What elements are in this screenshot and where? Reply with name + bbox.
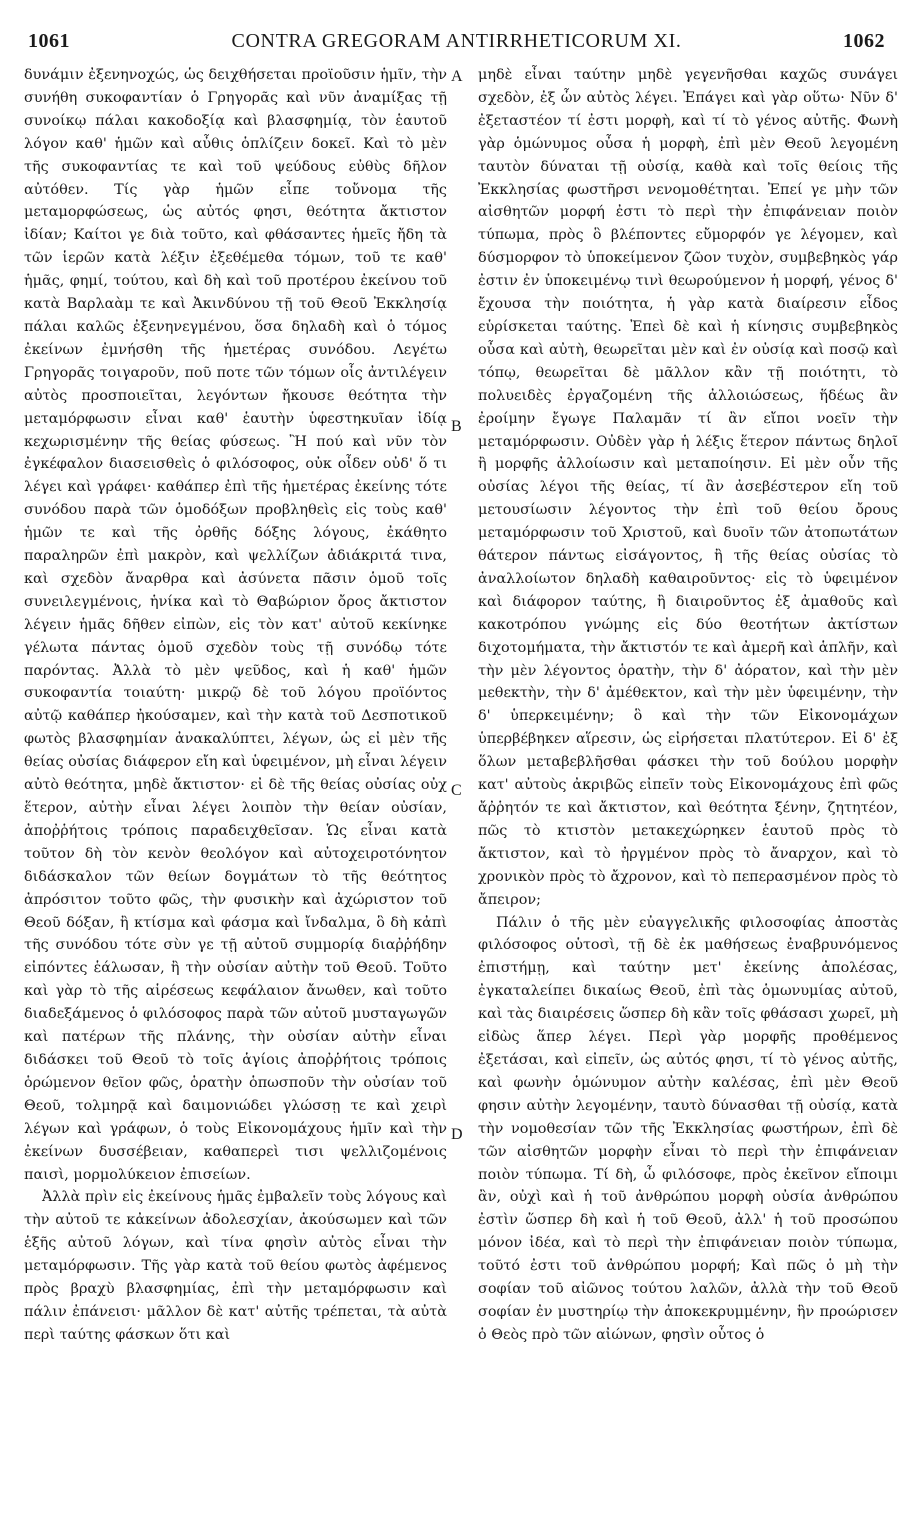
margin-marker-d: D [451,1126,463,1143]
margin-marker-a: A [451,68,463,85]
right-page-number: 1062 [843,30,885,52]
left-page-number: 1061 [28,30,70,52]
right-column [478,64,898,1532]
margin-marker-c: C [451,782,462,799]
left-paragraph-2: Ἀλλὰ πρὶν εἰς ἐκείνους ἡμᾶς ἐμβαλεῖν τοὺς λόγους καὶ τὴν αὐτοῦ τε κἀκείνων ἀδολεσχίαν, ἀκούσωμεν καὶ τῶν ἑξῆς αὐτοῦ λόγων, καὶ τίνα φησὶν αὐτὸς εἶναι τὴν μεταμόρφωσιν. Τῆς γὰρ κατὰ τοῦ θείου φωτὸς ἀφέμενος πρὸς βραχὺ βλασφημίας, ἐπὶ τὴν μεταμόρφωσιν καὶ πάλιν ἐπάνεισι· μᾶλλον δὲ κατ' αὐτῆς τρέπεται, τὰ αὐτὰ περὶ ταύτης φάσκων ὅτι καὶ [24,1189,447,1343]
right-paragraph-1: μηδὲ εἶναι ταύτην μηδὲ γεγενῆσθαι καχῶς συνάγει σχεδὸν, ἐξ ὧν αὐτὸς λέγει. Ἐπάγει καὶ γὰρ οὕτω· Νῦν δ' ἐξεταστέον τί ἐστι μορφὴ, καὶ τί τὸ γένος αὐτῆς. Φωνὴ γὰρ ὁμώνυμος οὖσα ἡ μορφὴ, ἐπὶ μὲν Θεοῦ λεγομένη ταυτὸν δύναται τῇ οὐσίᾳ, καθὰ καὶ τοῖς θείοις τῆς Ἐκκλησίας φωστῆρσι νενομοθέτηται. Ἐπεί γε μὴν τῶν αἰσθητῶν μορφή ἐστι τὸ περὶ τὴν ἐπιφάνειαν ποιὸν τύπωμα, πρὸς ὃ βλέποντες εὔμορφόν γε λέγομεν, καὶ δύσμορφον τὸ ὑποκείμενον ζῶον τυχὸν, συμβεβηκὸς γάρ ἐστιν ἐν ὑποκειμένῳ τινὶ θεωρούμενον ἡ μορφή, γένος δ' ἔχουσα τὴν ποιότητα, ἡ γὰρ κατὰ διαίρεσιν εἶδος εὑρίσκεται ταύτης. Ἐπεὶ δὲ καὶ ἡ κίνησις συμβεβηκὸς οὖσα καὶ αὐτὴ, θεωρεῖται μὲν καὶ ἐν οὐσίᾳ καὶ ποσῷ καὶ τόπῳ, θεωρεῖται δὲ μᾶλλον κἂν τῇ ποιότητι, τὸ πολυειδὲς ἐργαζομένη τῆς ἀλλοιώσεως, ἥδέως ἂν ἐροίμην ἔγωγε Παλαμᾶν τί ἂν εἴποι νοεῖν τὴν μεταμόρφωσιν. Οὐδὲν γὰρ ἡ λέξις ἕτερον πάντως δηλοῖ ἢ μορφῆς ἀλλοίωσιν καὶ μεταποίησιν. Εἰ μὲν οὖν τῆς οὐσίας λέγοι τῆς θείας, τί ἂν ἀσεβέστερον εἴη τοῦ μετουσίωσιν λέγοντος τὴν ἐπὶ τοῦ θείου ὄρους μεταμόρφωσιν τοῦ Χριστοῦ, καὶ δυοῖν τῶν ἀτοπωτάτων θάτερον πάντως εἰσάγοντος, ἢ τῆς θείας οὐσίας τὸ ἀναλλοίωτον δηλαδὴ καθαιροῦντος· εἰς τὸ ὑφειμένον καὶ διάφορον ταύτης, ἢ διαιροῦντος ἐξ ἀμαθοῦς καὶ κακοτρόπου γνώμης εἰς δύο θεοτήτων ἀκτίστων διχοτομήματα, τὴν ἄκτιστόν τε καὶ ἀμερῆ καὶ ἁπλῆν, καὶ τὴν μὲν λέγοντος ὁρατὴν, τὴν δ' ἀόρατον, καὶ τὴν μὲν μεθεκτὴν, τὴν δ' ἀμέθεκτον, καὶ τὴν μὲν ὑφειμένην, τὴν δ' ὑπερκειμένην; ὃ καὶ τὴν τῶν Εἰκονομάχων ὑπερβέβηκεν αἵρεσιν, ὡς εἰρήσεται πλατύτερον. Εἰ δ' ἐξ ὅλων μεταβεβλῆσθαι φάσκει τὴν τοῦ δούλου μορφὴν κατ' αὐτοὺς ἀκριβῶς εἰπεῖν τοὺς Εἰκονομάχους ἐπὶ φῶς ἄῤῥητόν τε καὶ ἄκτιστον, καὶ θεότητα ξένην, ζητητέον, πῶς τὸ κτιστὸν μετακεχώρηκεν ἑαυτοῦ πρὸς τὸ ἄκτιστον, καὶ τὸ ἠργμένον πρὸς τὸ ἄναρχον, καὶ τὸ χρονικὸν πρὸς τὸ ἄχρονον, καὶ τὸ πεπερασμένον πρὸς τὸ ἄπειρον; [478,67,898,908]
right-paragraph-2: Πάλιν ὁ τῆς μὲν εὐαγγελικῆς φιλοσοφίας ἀποστὰς φιλόσοφος οὑτοσὶ, τῇ δὲ ἐκ μαθήσεως ἐναβρυνόμενος ἐπιστήμῃ, καὶ ταύτην μετ' ἐκείνης ἀπολέσας, ἐγκαταλείπει δικαίως Θεοῦ, ἐπὶ τὰς ὁμωνυμίας αὐτοῦ, καὶ τὰς διαιρέσεις ὥσπερ δὴ κἂν τοῖς φθάσασι χωρεῖ, μὴ εἰδὼς ἅπερ λέγει. Περὶ γὰρ μορφῆς προθέμενος ἐξετάσαι, καὶ εἰπεῖν, ὡς αὐτός φησι, τί τὸ γένος αὐτῆς, καὶ φωνὴν ὁμώνυμον αὐτὴν καλέσας, ἐπὶ μὲν Θεοῦ φησιν αὐτὴν λεγομένην, ταυτὸ δύνασθαι τῇ οὐσίᾳ, κατὰ τὴν νομοθεσίαν τῶν τῆς Ἐκκλησίας φωστήρων, ἐπὶ δὲ τῶν αἰσθητῶν μορφὴν εἶναι τὸ περὶ τὴν ἐπιφάνειαν ποιὸν τύπωμα. Τί δὴ, ὦ φιλόσοφε, πρὸς ἐκεῖνον εἴποιμι ἂν, οὐχὶ καὶ ἡ τοῦ ἀνθρώπου μορφὴ οὐσία ἀνθρώπου ἐστὶν ὥσπερ δὴ καὶ ἡ τοῦ Θεοῦ, ἀλλ' ἡ τοῦ προσώπου μόνον ἰδέα, καὶ τὸ περὶ τὴν ἐπιφάνειαν ποιὸν τύπωμα, τοῦτό ἐστι τοῦ ἀνθρώπου μορφή; Καὶ πῶς ὁ μὴ τὴν σοφίαν τοῦ αἰῶνος τούτου λαλῶν, ἀλλὰ τὴν τοῦ Θεοῦ σοφίαν ἐν μυστηρίῳ τὴν ἀποκεκρυμμένην, ἣν προώρισεν ὁ Θεὸς πρὸ τῶν αἰώνων, φησὶν οὗτος ὁ [478,914,898,1343]
left-paragraph-1: δυνάμιν ἐξενηνοχώς, ὡς δειχθήσεται προϊοῦσιν ἡμῖν, τὴν συνήθη συκοφαντίαν ὁ Γρηγορᾶς καὶ νῦν ἀναμίξας τῇ συνοίκῳ πάλαι κακοδοξίᾳ καὶ βλασφημίᾳ, τὸν ἑαυτοῦ λόγον καθ' ἡμῶν καὶ αὖθις ὁπλίζειν δοκεῖ. Καὶ τὸ μὲν τῆς συκοφαντίας τε καὶ τοῦ ψεύδους εὐθὺς δῆλον αὐτόθεν. Τίς γὰρ ἡμῶν εἶπε τοὔνομα τῆς μεταμορφώσεως, ὡς αὐτός φησι, θεότητα ἄκτιστον ἰδίαν; Καίτοι γε διὰ τοῦτο, καὶ φθάσαντες ἡμεῖς ἤδη τὰ τῶν ἱερῶν κατὰ λέξιν ἐξεθέμεθα τόμων, τοῦ τε καθ' ἡμᾶς, φημί, τούτου, καὶ δὴ καὶ τοῦ προτέρου ἐκείνου τοῦ κατὰ Βαρλαὰμ τε καὶ Ἀκινδύνου τῇ τοῦ Θεοῦ Ἐκκλησίᾳ πάλαι καλῶς ἐξενηνεγμένου, ὅσα δηλαδὴ καὶ ὁ τόμος ἐκείνων ἐμνήσθη τῆς ἡμετέρας συνόδου. Λεγέτω Γρηγορᾶς τοιγαροῦν, ποῦ ποτε τῶν τόμων οἷς ἀντιλέγειν αὐτὸς προσποιεῖται, λεγόντων ἤκουσε θεότητα τὴν μεταμόρφωσιν εἶναι καθ' ἑαυτὴν ὑφεστηκυῖαν ἰδίᾳ κεχωρισμένην τῆς θείας φύσεως. Ἢ πού καὶ νῦν τὸν ἐγκέφαλον διασεισθεὶς ὁ φιλόσοφος, οὐκ οἶδεν οὐδ' ὅ τι λέγει καὶ γράφει· καθάπερ ἐπὶ τῆς ἡμετέρας ἐκείνης τότε συνόδου παρὰ τῶν ὁμοδόξων προβληθεὶς εἰς τοὺς καθ' ἡμῶν τε καὶ τῆς ὀρθῆς δόξης λόγους, ἐκάθητο παραληρῶν ἐπὶ μακρὸν, καὶ ψελλίζων ἀδιάκριτά τινα, καὶ σχεδὸν ἄναρθρα καὶ ἀσύνετα πᾶσιν ὁμοῦ τοῖς συνειλεγμένοις, ἡνίκα καὶ τὸ Θαβώριον ὄρος ἄκτιστον λέγειν ἡμᾶς δῆθεν εἰπὼν, εἰς τὸν κατ' αὐτοῦ κεκίνηκε γέλωτα πάντας ὁμοῦ σχεδὸν τοὺς τῇ συνόδῳ τότε παρόντας. Ἀλλὰ τὸ μὲν ψεῦδος, καὶ ἡ καθ' ἡμῶν συκοφαντία τοιαύτη· μικρῷ δὲ τοῦ λόγου προϊόντος αὐτῷ καθάπερ ἠκούσαμεν, καὶ τὴν κατὰ τοῦ Δεσποτικοῦ φωτὸς βλασφημίαν ἀνακαλύπτει, λέγων, ὡς εἰ μὲν τῆς θείας οὐσίας διάφερον εἴη καὶ ὑφειμένον, μὴ εἶναι λέγειν αὐτὸ θεότητα, μηδὲ ἄκτιστον· εἰ δὲ τῆς θείας οὐσίας οὐχ ἕτερον, αὐτὴν εἶναι λέγει λοιπὸν τὴν θείαν οὐσίαν, ἀποῤῥήτοις τρόποις παραδειχθεῖσαν. Ὡς εἶναι κατὰ τοῦτον δὴ τὸν κενὸν θεολόγον καὶ αὐτοχειροτόνητον διδάσκαλον τῶν θείων δογμάτων τὸ τῆς θεότητος ἀπρόσιτον τοῦτο φῶς, τὴν φυσικὴν καὶ ἀχώριστον τοῦ Θεοῦ δόξαν, ἢ κτίσμα καὶ φάσμα καὶ ἴνδαλμα, ὃ δὴ κἀπὶ τῆς συνόδου τότε σὺν γε τῇ αὐτοῦ συμμορίᾳ διαῤῥήδην εἰπόντες ἑάλωσαν, ἢ τὴν οὐσίαν αὐτὴν τοῦ Θεοῦ. Τοῦτο καὶ γὰρ τὸ τῆς αἱρέσεως κεφάλαιον ἄνωθεν, καὶ τοῦτο διαδεξάμενος ὁ φιλόσοφος παρὰ τῶν αὐτοῦ μυσταγωγῶν καὶ πατέρων τῆς πλάνης, τὴν οὐσίαν αὐτὴν εἶναι διδάσκει τοῦ Θεοῦ τὸ τοῖς ἁγίοις ἀποῤῥήτοις τρόποις ὁρώμενον θεῖον φῶς, ὁρατὴν ὁπωσποῦν τὴν οὐσίαν τοῦ Θεοῦ, τολμηρᾷ καὶ δαιμονιώδει γλώσσῃ τε καὶ χειρὶ λέγων καὶ γράφων, ὁ τοὺς Εἰκονομάχους ἡμῖν καὶ τὴν ἐκείνων δυσσέβειαν, καθαπερεὶ τισι ψελλιζομένοις παισὶ, μορμολύκειον ἐπισείων. [24,67,447,1183]
running-title: CONTRA GREGORAM ANTIRRHETICORUM XI. [231,30,682,52]
margin-marker-b: B [451,418,462,435]
left-column [24,64,447,1532]
page-header [28,30,885,58]
